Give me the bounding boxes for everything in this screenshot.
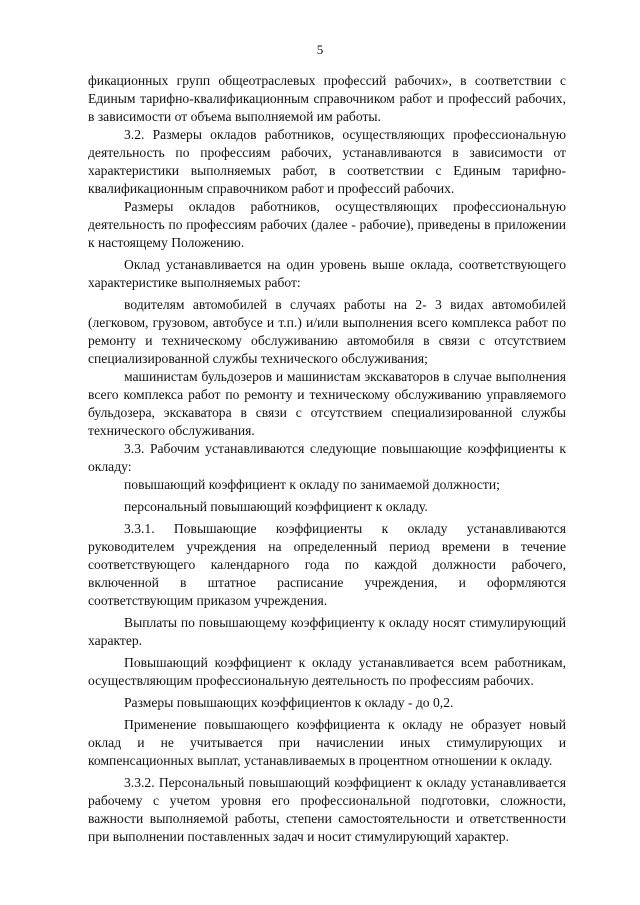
page-number: 5: [316, 42, 324, 57]
list-item-personal-coefficient: персональный повышающий коэффициент к окладу.: [124, 499, 428, 514]
paragraph-salary-level: Оклад устанавливается на один уровень выше оклада, соответствующего характеристике выполняемых работ:: [88, 257, 566, 290]
document-body: [88, 72, 566, 846]
paragraph-3-3-1: 3.3.1. Повышающие коэффициенты к окладу устанавливаются руководителем учреждения на определенный период времени в течение соответствующего календарного года по каждой должности рабочего, включенной в штатное расписание учреждения, и оформляются соответствующим приказом учреждения.: [88, 521, 566, 608]
paragraph-3-2: 3.2. Размеры окладов работников, осуществляющих профессиональную деятельность по профессиям рабочих, устанавливаются в зависимости от характеристики выполняемых работ, в соответствии с Единым тарифно-квалификационным справочником работ и профессий рабочих.: [88, 127, 566, 196]
paragraph-3-3: 3.3. Рабочим устанавливаются следующие повышающие коэффициенты к окладу:: [88, 441, 566, 474]
paragraph-coefficient-all-workers: Повышающий коэффициент к окладу устанавливается всем работникам, осуществляющим профессиональную деятельность по профессиям рабочих.: [88, 655, 566, 688]
paragraph-salary-sizes: Размеры окладов работников, осуществляющих профессиональную деятельность по профессиям рабочих (далее - рабочие), приведены в приложении к настоящему Положению.: [88, 199, 566, 250]
paragraph-coefficient-size: Размеры повышающих коэффициентов к окладу - до 0,2.: [124, 695, 454, 710]
paragraph-continuation: фикационных групп общеотраслевых профессий рабочих», в соответствии с Единым тарифно-квалификационным справочником работ и профессий рабочих, в зависимости от объема выполняемой им работы.: [88, 73, 566, 124]
paragraph-3-3-2: 3.3.2. Персональный повышающий коэффициент к окладу устанавливается рабочему с учетом уровня его профессиональной подготовки, сложности, важности выполняемой работы, степени самостоятельности и ответственности при выполнении поставленных задач и носит стимулирующий характер.: [88, 775, 566, 844]
paragraph-coefficient-application: Применение повышающего коэффициента к окладу не образует новый оклад и не учитывается при начислении иных стимулирующих и компенсационных выплат, устанавливаемых в процентном отношении к окладу.: [88, 717, 566, 768]
list-item-position-coefficient: повышающий коэффициент к окладу по занимаемой должности;: [124, 477, 500, 492]
paragraph-machinists: машинистам бульдозеров и машинистам экскаваторов в случае выполнения всего комплекса работ по ремонту и техническому обслуживанию управляемого бульдозера, экскаватора в связи с отсутствием специализированной службы технического обслуживания.: [88, 369, 566, 438]
paragraph-payments-character: Выплаты по повышающему коэффициенту к окладу носят стимулирующий характер.: [88, 615, 566, 648]
paragraph-drivers: водителям автомобилей в случаях работы на 2- 3 видах автомобилей (легковом, грузовом, автобусе и т.п.) и/или выполнения всего комплекса работ по ремонту и техническому обслуживанию автомобиля в связи с отсутствием специализированной службы технического обслуживания;: [88, 297, 566, 366]
